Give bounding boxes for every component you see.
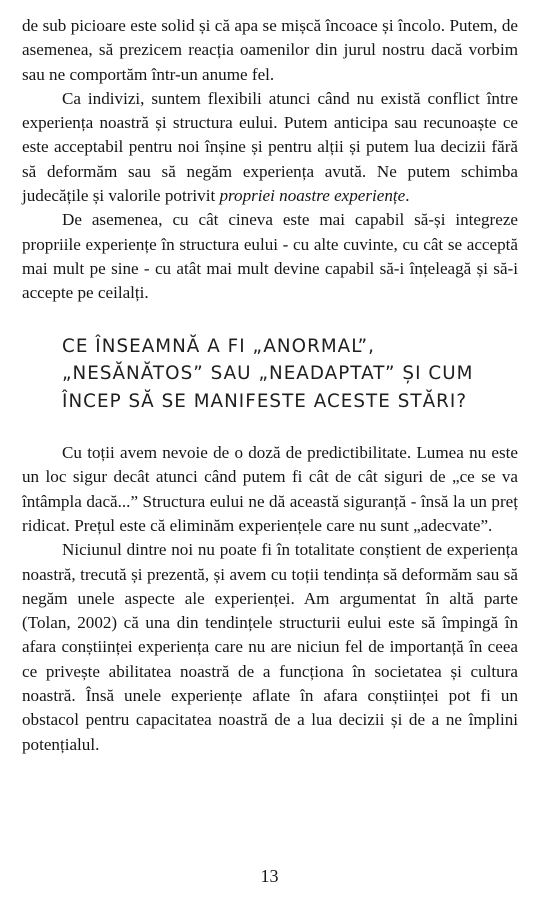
paragraph-text: de sub picioare este solid și că apa se mișcă încoace și încolo. Putem, de asemenea, să prezicem reacția oamenilor din jurul nostru dacă vorbim sau ne comportăm într-un anume fel. bbox=[22, 16, 518, 84]
italic-phrase: propriei noastre experiențe bbox=[219, 186, 406, 206]
paragraph-text: Cu toții avem nevoie de o doză de predictibilitate. Lumea nu este un loc sigur decât atunci când putem fi cât de cât siguri de „ce se va întâmpla dacă...” Structura eului ne dă această siguranță - însă la un preț ridicat. Prețul este că eliminăm experiențele care nu sunt „adecvate”. bbox=[22, 443, 518, 535]
section-heading bbox=[62, 333, 518, 416]
book-page bbox=[22, 14, 518, 757]
heading-line: ÎNCEP SĂ SE MANIFESTE ACESTE STĂRI? bbox=[62, 390, 468, 412]
page-number: 13 bbox=[260, 866, 279, 886]
paragraph bbox=[22, 538, 518, 757]
paragraph-text-end: . bbox=[405, 186, 410, 206]
paragraph-continued bbox=[22, 14, 518, 87]
paragraph-text: Niciunul dintre noi nu poate fi în totalitate conștient de experiența noastră, trecută și prezentă, și avem cu toții tendința să deformăm sau să negăm unele aspecte ale experienței. Am argumentat în altă parte (Tolan, 2002) că una din tendințele structurii eului este să împingă în afara conștiinței experiența care nu are niciun fel de importanță în ceea ce privește abilitatea noastră de a funcționa în societatea și cultura noastră. Însă unele experiențe aflate în afara conștiinței pot fi un obstacol pentru capacitatea noastră de a lua decizii și de a ne împlini potențialul. bbox=[22, 540, 518, 754]
paragraph-text: Ca indivizi, suntem flexibili atunci când nu există conflict între experiența noastră și structura eului. Putem anticipa sau recunoaște ce este acceptabil pentru noi înșine și pentru alții și putem lua decizii fără să deformăm sau să negăm experiența avută. Ne putem schimba judecățile și valorile potrivit bbox=[22, 88, 518, 206]
paragraph bbox=[22, 87, 518, 208]
heading-line: CE ÎNSEAMNĂ A FI „ANORMAL”, bbox=[62, 335, 376, 357]
paragraph bbox=[22, 441, 518, 538]
paragraph-text: De asemenea, cu cât cineva este mai capabil să-și integreze propriile experiențe în structura eului - cu alte cuvinte, cu cât se acceptă mai mult pe sine - cu atât mai mult devine capabil să-i înțeleagă și să-i accepte pe ceilalți. bbox=[22, 210, 518, 303]
heading-line: „NESĂNĂTOS” SAU „NEADAPTAT” ȘI CUM bbox=[62, 363, 474, 385]
paragraph bbox=[22, 208, 518, 305]
